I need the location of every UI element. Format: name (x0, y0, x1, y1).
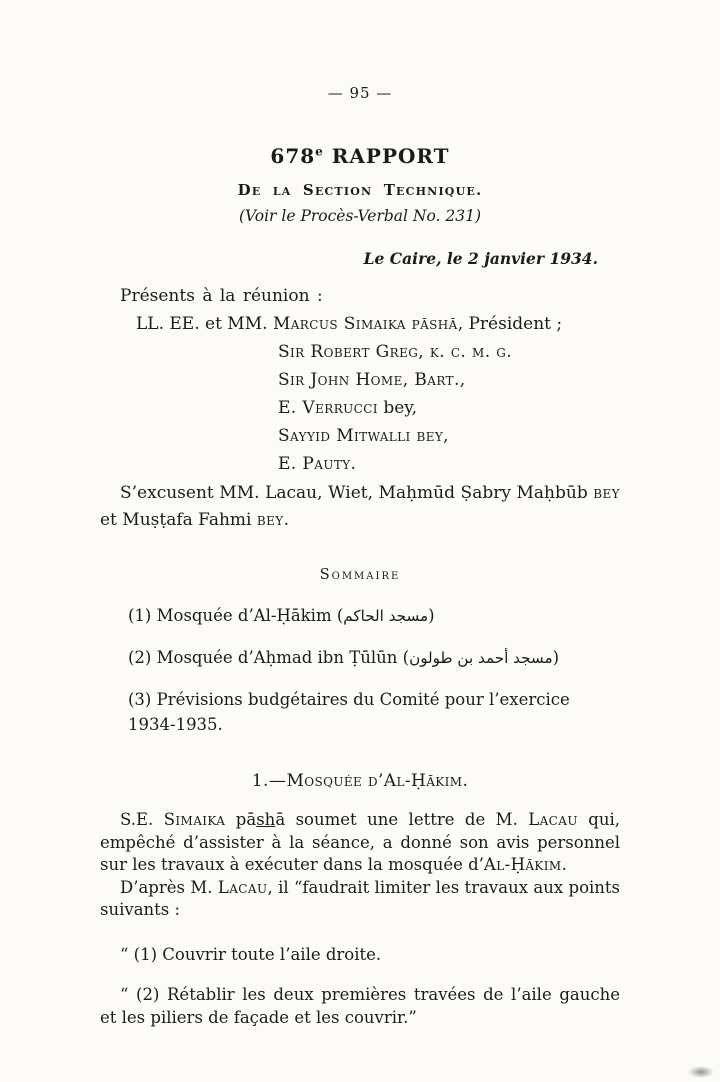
report-subtitle: De la Section Technique. (237, 181, 483, 199)
summary-item: (1) Mosquée d’Al-Ḥākim (مسجد الحاكم) (128, 606, 435, 625)
body-paragraph: D’après M. Lacau, il “faudrait limiter les travaux aux points suivants : (100, 877, 621, 919)
summary-heading: Sommaire (319, 567, 401, 583)
attendance-member: E. Verrucci bey, (278, 398, 418, 418)
summary-list (100, 603, 620, 737)
attendance-member: Sir Robert Greg, k. c. m. g. (278, 342, 513, 362)
summary-item: (3) Prévisions budgétaires du Comité pour l’exercice 1934-1935. (128, 690, 570, 734)
quote-paragraph: “ (2) Rétablir les deux premières travées de l’aile gauche et les piliers de façade et les couvrir.” (100, 985, 620, 1027)
attendance-first-line: LL. EE. et MM. Marcus Simaika pāshā, Président ; (136, 314, 563, 334)
attendance-member: Sayyid Mitwalli bey, (278, 426, 449, 446)
section-heading: 1.—Mosquée d’Al-Ḥākim. (251, 771, 469, 791)
attendance-intro: Présents à la réunion : (120, 286, 323, 306)
page-number: — 95 — (327, 84, 393, 102)
quote-line: “ (1) Couvrir toute l’aile droite. (120, 944, 382, 964)
attendance-excused: S’excusent MM. Lacau, Wiet, Maḥmūd Ṣabry Maḥbūb bey et Muṣṭafa Fahmi bey. (100, 483, 620, 530)
attendance-member: E. Pauty. (278, 454, 357, 474)
report-title: 678e RAPPORT (270, 144, 450, 168)
dateline: Le Caire, le 2 janvier 1934. (363, 249, 598, 268)
report-reference: (Voir le Procès-Verbal No. 231) (238, 207, 482, 225)
summary-item: (2) Mosquée d’Aḥmad ibn Ṭūlūn (مسجد أحمد بن طولون) (128, 648, 560, 667)
attendance-member-list (100, 338, 620, 478)
body-paragraph: S.E. Simaika pāshā soumet une lettre de M. Lacau qui, empêché d’assister à la séance, a donné son avis personnel sur les travaux à exécuter dans la mosquée d’Al-Ḥākim. (100, 810, 620, 874)
attendance-member: Sir John Home, Bart., (278, 370, 466, 390)
